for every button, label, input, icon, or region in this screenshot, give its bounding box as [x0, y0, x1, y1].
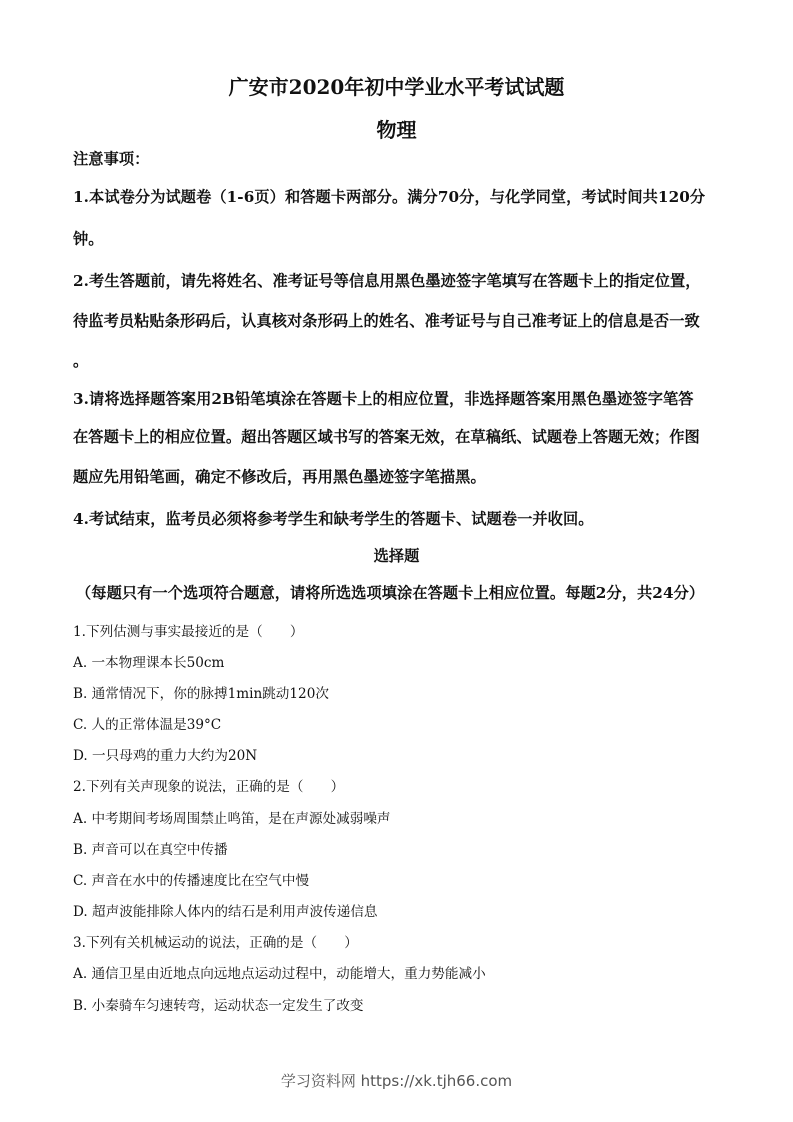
answer-option: B. 小秦骑车匀速转弯，运动状态一定发生了改变 — [73, 998, 364, 1014]
answer-option: B. 声音可以在真空中传播 — [73, 842, 228, 858]
answer-option: B. 通常情况下，你的脉搏1min跳动120次 — [73, 686, 329, 702]
answer-option: D. 一只母鸡的重力大约为20N — [73, 748, 258, 764]
notice-line: 题应先用铅笔画，确定不修改后，再用黑色墨迹签字笔描黑。 — [73, 468, 486, 486]
section-instruction: （每题只有一个选项符合题意，请将所选选项填涂在答题卡上相应位置。每题2分，共24分） — [76, 584, 705, 602]
notice-heading: 注意事项： — [73, 150, 150, 168]
subject-title: 物理 — [376, 118, 417, 142]
notice-line: 3.请将选择题答案用2B铅笔填涂在答题卡上的相应位置，非选择题答案用黑色墨迹签字笔答 — [73, 390, 694, 408]
notice-line: 钟。 — [73, 230, 104, 248]
notice-line: 在答题卡上的相应位置。超出答题区域书写的答案无效，在草稿纸、试题卷上答题无效；作图 — [73, 428, 700, 446]
answer-option: A. 通信卫星由近地点向远地点运动过程中，动能增大，重力势能减小 — [73, 966, 486, 982]
notice-line: 。 — [73, 352, 89, 370]
notice-line: 1.本试卷分为试题卷（1-6页）和答题卡两部分。满分70分，与化学同堂，考试时间共120分 — [73, 188, 706, 206]
answer-option: C. 人的正常体温是39°C — [73, 717, 222, 733]
answer-option: A. 中考期间考场周围禁止鸣笛，是在声源处减弱噪声 — [73, 811, 391, 827]
document-title: 广安市2020年初中学业水平考试试题 — [228, 75, 565, 99]
answer-option: D. 超声波能排除人体内的结石是利用声波传递信息 — [73, 904, 378, 920]
question-stem: 1.下列估测与事实最接近的是（ ） — [73, 624, 304, 640]
section-title: 选择题 — [373, 547, 420, 565]
question-stem: 2.下列有关声现象的说法，正确的是（ ） — [73, 779, 345, 795]
footer-watermark: 学习资料网 https://xk.tjh66.com — [280, 1072, 513, 1090]
notice-line: 4.考试结束，监考员必须将参考学生和缺考学生的答题卡、试题卷一并收回。 — [73, 510, 594, 528]
answer-option: A. 一本物理课本长50cm — [73, 655, 225, 671]
answer-option: C. 声音在水中的传播速度比在空气中慢 — [73, 873, 310, 889]
question-stem: 3.下列有关机械运动的说法，正确的是（ ） — [73, 935, 358, 951]
notice-line: 待监考员粘贴条形码后，认真核对条形码上的姓名、准考证号与自己准考证上的信息是否一致 — [73, 312, 700, 330]
notice-line: 2.考生答题前，请先将姓名、准考证号等信息用黑色墨迹签字笔填写在答题卡上的指定位置， — [73, 272, 701, 290]
